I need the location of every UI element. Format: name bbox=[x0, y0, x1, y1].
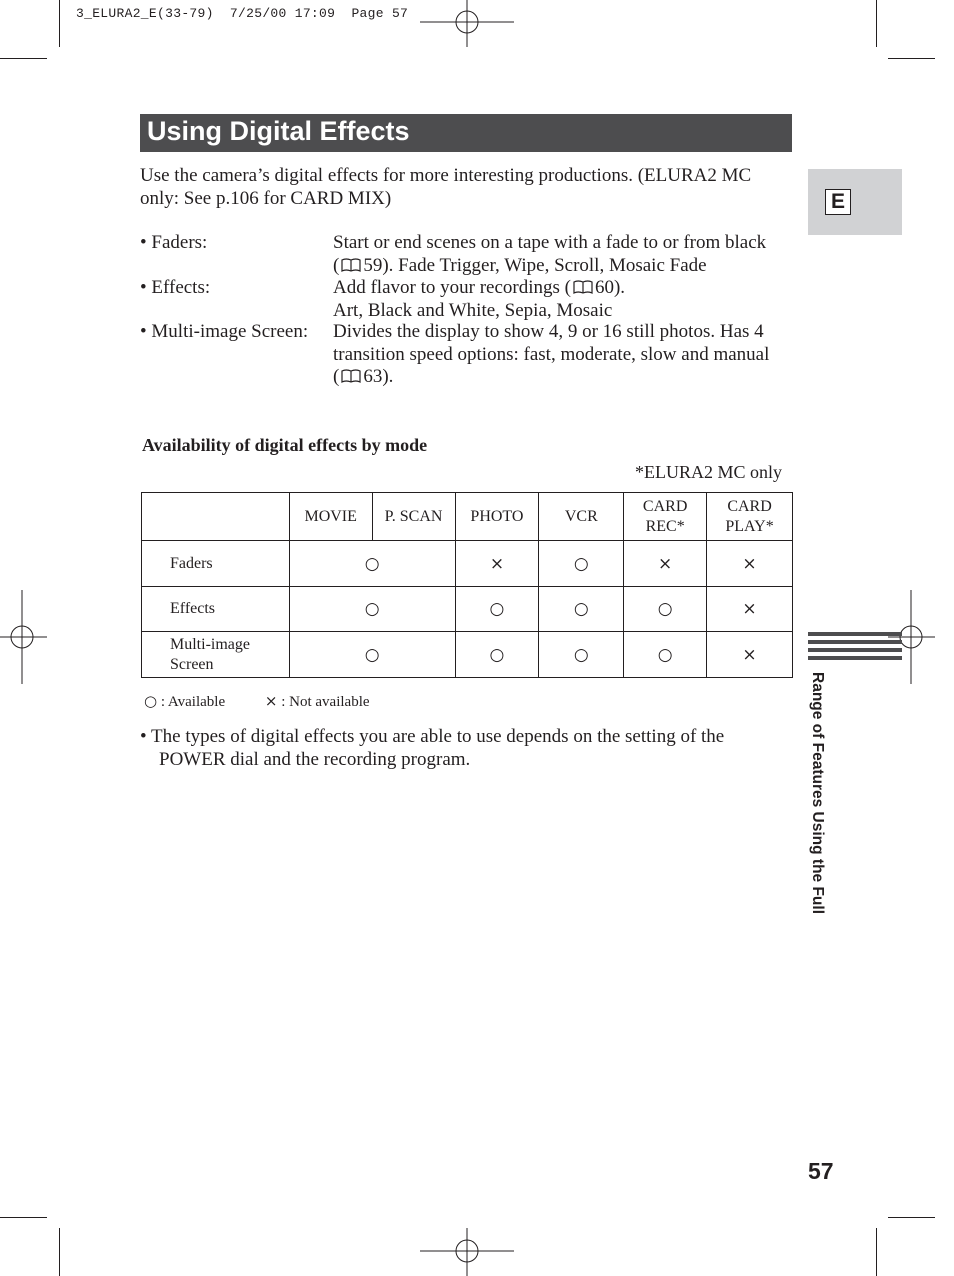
note-line: POWER dial and the recording program. bbox=[159, 748, 471, 770]
availability-cell: ○ bbox=[624, 632, 707, 678]
language-tab bbox=[808, 169, 902, 235]
feature-term: • Multi-image Screen: bbox=[140, 321, 309, 342]
availability-cell: ○ bbox=[539, 632, 624, 678]
feature-desc-line: ( 63). bbox=[333, 366, 394, 387]
column-header: PHOTO bbox=[455, 493, 539, 541]
book-icon bbox=[573, 280, 593, 294]
table-row bbox=[142, 541, 793, 587]
intro-paragraph bbox=[140, 165, 751, 210]
not-available-symbol: × bbox=[264, 692, 278, 710]
availability-cell: ○ bbox=[539, 587, 624, 632]
book-icon bbox=[341, 369, 361, 383]
page-title: Using Digital Effects bbox=[147, 116, 410, 146]
feature-desc-line: Divides the display to show 4, 9 or 16 still photos. Has 4 bbox=[333, 321, 764, 342]
feature-item-effects bbox=[140, 277, 800, 321]
availability-cell: × bbox=[624, 541, 707, 587]
availability-cell: × bbox=[455, 541, 539, 587]
section-label-line: Using the Full bbox=[809, 811, 826, 915]
availability-cell: × bbox=[707, 541, 793, 587]
table-legend bbox=[144, 692, 370, 711]
book-icon bbox=[341, 258, 361, 272]
table-row bbox=[142, 587, 793, 632]
availability-cell: ○ bbox=[289, 587, 455, 632]
available-symbol: ○ bbox=[144, 692, 158, 710]
table-heading: Availability of digital effects by mode bbox=[142, 435, 428, 455]
column-header: CARD REC* bbox=[624, 493, 707, 541]
feature-term: • Effects: bbox=[140, 277, 211, 298]
table-header-row bbox=[142, 493, 793, 541]
feature-desc-line: Art, Black and White, Sepia, Mosaic bbox=[333, 299, 613, 321]
availability-table bbox=[141, 492, 793, 678]
feature-list bbox=[140, 232, 800, 389]
print-header: 3_ELURA2_E(33-79) 7/25/00 17:09 Page 57 bbox=[76, 6, 409, 21]
row-label: Faders bbox=[142, 541, 290, 587]
availability-cell: × bbox=[707, 587, 793, 632]
intro-line: only: See p.106 for CARD MIX) bbox=[140, 187, 392, 209]
availability-cell: × bbox=[707, 632, 793, 678]
note-paragraph bbox=[140, 726, 724, 771]
table-row bbox=[142, 632, 793, 678]
language-tab-letter: E bbox=[825, 189, 851, 215]
feature-desc-line: Start or end scenes on a tape with a fade to or from black bbox=[333, 232, 767, 253]
section-label-line: Range of Features bbox=[809, 672, 826, 808]
availability-cell: ○ bbox=[455, 587, 539, 632]
table-note: *ELURA2 MC only bbox=[634, 462, 782, 482]
column-header: P. SCAN bbox=[372, 493, 455, 541]
section-label bbox=[808, 672, 827, 914]
row-label: Multi-image Screen bbox=[142, 632, 290, 678]
feature-desc-line: Add flavor to your recordings ( 60). bbox=[333, 277, 626, 298]
page-number: 57 bbox=[808, 1158, 834, 1184]
availability-cell: ○ bbox=[289, 541, 455, 587]
availability-cell: ○ bbox=[539, 541, 624, 587]
feature-item-faders bbox=[140, 232, 800, 277]
legend-label: : Available bbox=[160, 694, 226, 710]
feature-desc-line: ( 59). Fade Trigger, Wipe, Scroll, Mosaic Fade bbox=[333, 254, 707, 276]
column-header: CARD PLAY* bbox=[707, 493, 793, 541]
availability-cell: ○ bbox=[455, 632, 539, 678]
column-header: VCR bbox=[539, 493, 624, 541]
row-label: Effects bbox=[142, 587, 290, 632]
feature-desc-line: transition speed options: fast, moderate, slow and manual bbox=[333, 343, 770, 365]
table-corner-cell bbox=[142, 493, 290, 541]
column-header: MOVIE bbox=[289, 493, 372, 541]
note-line: • The types of digital effects you are able to use depends on the setting of the bbox=[140, 726, 725, 747]
feature-term: • Faders: bbox=[140, 232, 208, 253]
availability-cell: ○ bbox=[289, 632, 455, 678]
legend-label: : Not available bbox=[281, 694, 370, 710]
feature-item-multi-image bbox=[140, 321, 800, 389]
intro-line: Use the camera’s digital effects for more interesting productions. (ELURA2 MC bbox=[140, 165, 752, 186]
availability-cell: ○ bbox=[624, 587, 707, 632]
